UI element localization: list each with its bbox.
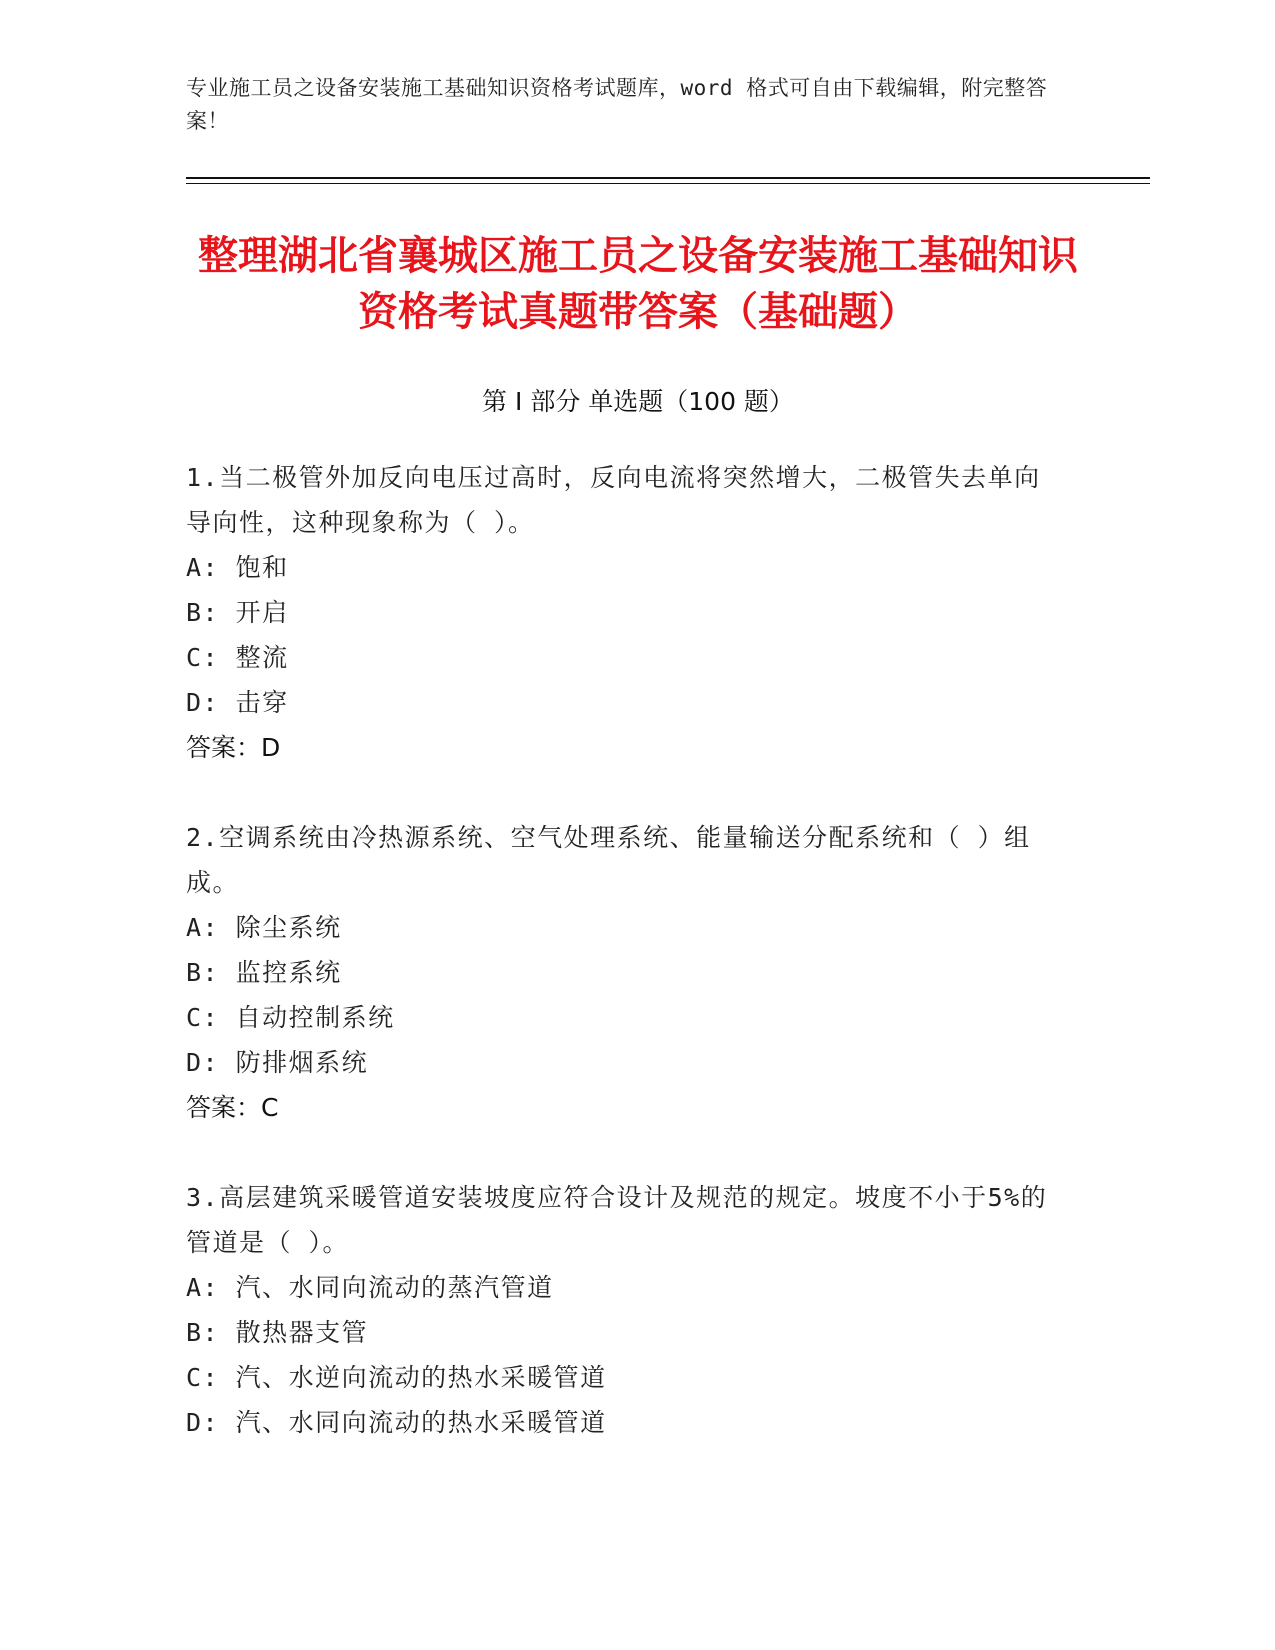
option-c: C: 整流 <box>186 643 289 672</box>
question-3 <box>186 1175 1066 1445</box>
question-stem: 3.高层建筑采暖管道安装坡度应符合设计及规范的规定。坡度不小于5%的管道是（ ）。 <box>186 1183 1048 1257</box>
question-2 <box>186 815 1066 1130</box>
option-b: B: 开启 <box>186 598 289 627</box>
document-title: 整理湖北省襄城区施工员之设备安装施工基础知识资格考试真题带答案（基础题） <box>198 233 1078 335</box>
question-1 <box>186 455 1066 770</box>
header-note: 专业施工员之设备安装施工基础知识资格考试题库，word 格式可自由下载编辑，附完整答案！ <box>186 76 1048 133</box>
answer: 答案：D <box>186 733 281 762</box>
option-b: B: 散热器支管 <box>186 1318 369 1347</box>
option-c: C: 自动控制系统 <box>186 1003 395 1032</box>
option-b: B: 监控系统 <box>186 958 342 987</box>
answer: 答案：C <box>186 1093 279 1122</box>
question-stem: 2.空调系统由冷热源系统、空气处理系统、能量输送分配系统和（ ）组成。 <box>186 823 1031 897</box>
header-divider-thick <box>186 177 1150 179</box>
option-a: A: 饱和 <box>186 553 289 582</box>
option-d: D: 汽、水同向流动的热水采暖管道 <box>186 1408 607 1437</box>
option-d: D: 防排烟系统 <box>186 1048 369 1077</box>
header-divider-thin <box>186 183 1150 184</box>
option-a: A: 除尘系统 <box>186 913 342 942</box>
question-stem: 1.当二极管外加反向电压过高时，反向电流将突然增大，二极管失去单向导向性，这种现象称为（ ）。 <box>186 463 1041 537</box>
option-d: D: 击穿 <box>186 688 289 717</box>
section-heading: 第 I 部分 单选题（100 题） <box>482 387 794 416</box>
option-a: A: 汽、水同向流动的蒸汽管道 <box>186 1273 554 1302</box>
option-c: C: 汽、水逆向流动的热水采暖管道 <box>186 1363 607 1392</box>
